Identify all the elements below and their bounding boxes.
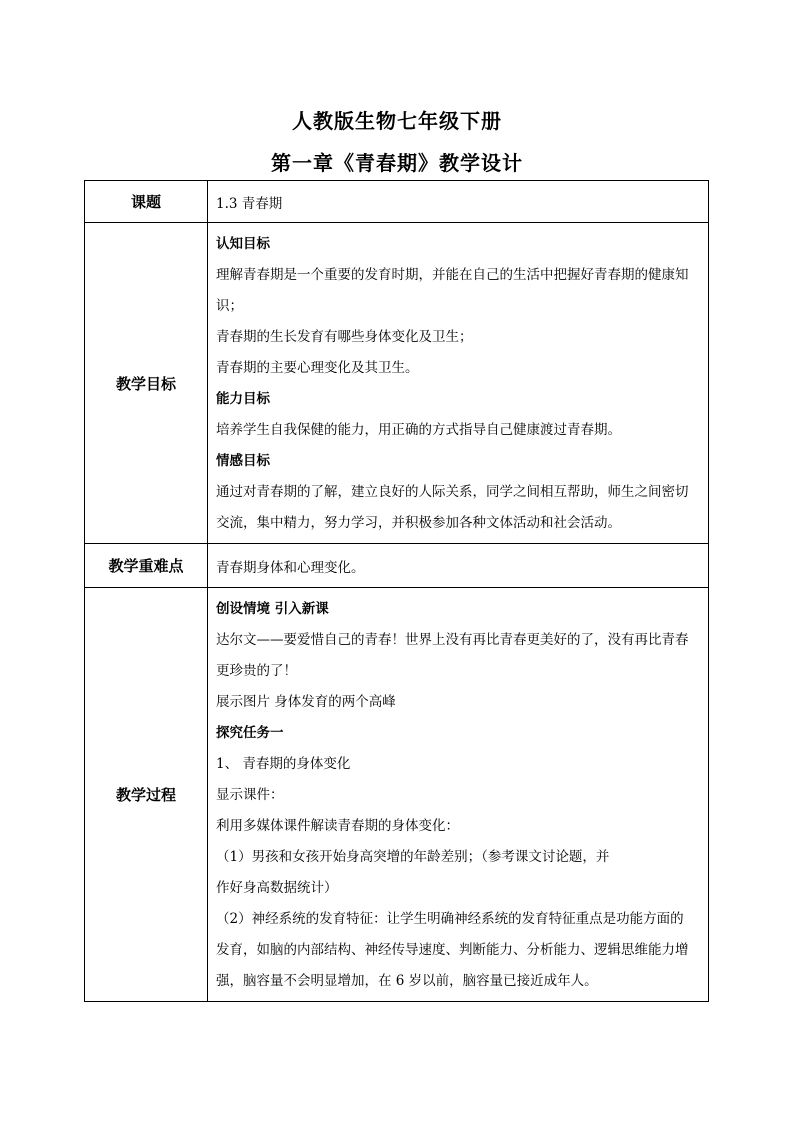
document-subtitle: 第一章《青春期》教学设计 [271, 151, 523, 175]
table-row-topic [85, 181, 709, 223]
text-line: 青春期的生长发育有哪些身体变化及卫生； [216, 329, 473, 345]
section-heading: 能力目标 [216, 391, 270, 407]
text-line: （2）神经系统的发育特征：让学生明确神经系统的发育特征重点是功能方面的 [216, 911, 684, 927]
process-content [208, 588, 709, 1002]
text-line: 青春期的主要心理变化及其卫生。 [216, 360, 419, 376]
objectives-content [208, 223, 709, 544]
text-line: 强，脑容量不会明显增加，在 6 岁以前，脑容量已接近成年人。 [216, 973, 598, 989]
text-line: 交流，集中精力，努力学习，并积极参加各种文体活动和社会活动。 [216, 515, 621, 531]
text-line: 达尔文——要爱惜自己的青春！世界上没有再比青春更美好的了，没有再比青春 [216, 632, 689, 648]
text-line: 更珍贵的了！ [216, 663, 297, 679]
text-line: 1、 青春期的身体变化 [216, 756, 351, 772]
text-line: 作好身高数据统计） [216, 880, 338, 896]
text-line: （1）男孩和女孩开始身高突增的年龄差别；（参考课文讨论题，并 [216, 849, 610, 865]
topic-label: 课题 [85, 181, 208, 223]
section-heading: 认知目标 [216, 236, 270, 252]
table-row-objectives [85, 223, 709, 544]
key-points-label: 教学重难点 [85, 544, 208, 588]
lesson-plan-table [84, 180, 709, 1002]
section-heading: 情感目标 [216, 453, 270, 469]
table-row-key-points [85, 544, 709, 588]
text-line: 显示课件： [216, 787, 284, 803]
text-line: 识； [216, 298, 243, 314]
topic-value: 1.3 青春期 [208, 181, 709, 223]
text-line: 通过对青春期的了解，建立良好的人际关系，同学之间相互帮助，师生之间密切 [216, 484, 689, 500]
process-label: 教学过程 [85, 588, 208, 1002]
text-line: 理解青春期是一个重要的发育时期，并能在自己的生活中把握好青春期的健康知 [216, 267, 689, 283]
document-title: 人教版生物七年级下册 [292, 109, 502, 133]
table-row-process [85, 588, 709, 1002]
text-line: 发育，如脑的内部结构、神经传导速度、判断能力、分析能力、逻辑思维能力增 [216, 942, 689, 958]
objectives-label: 教学目标 [85, 223, 208, 544]
section-heading: 创设情境 引入新课 [216, 601, 329, 617]
text-line: 培养学生自我保健的能力，用正确的方式指导自己健康渡过青春期。 [216, 422, 621, 438]
section-heading: 探究任务一 [216, 725, 284, 741]
key-points-value: 青春期身体和心理变化。 [208, 544, 709, 588]
text-line: 展示图片 身体发育的两个高峰 [216, 694, 396, 710]
text-line: 利用多媒体课件解读青春期的身体变化： [216, 818, 459, 834]
